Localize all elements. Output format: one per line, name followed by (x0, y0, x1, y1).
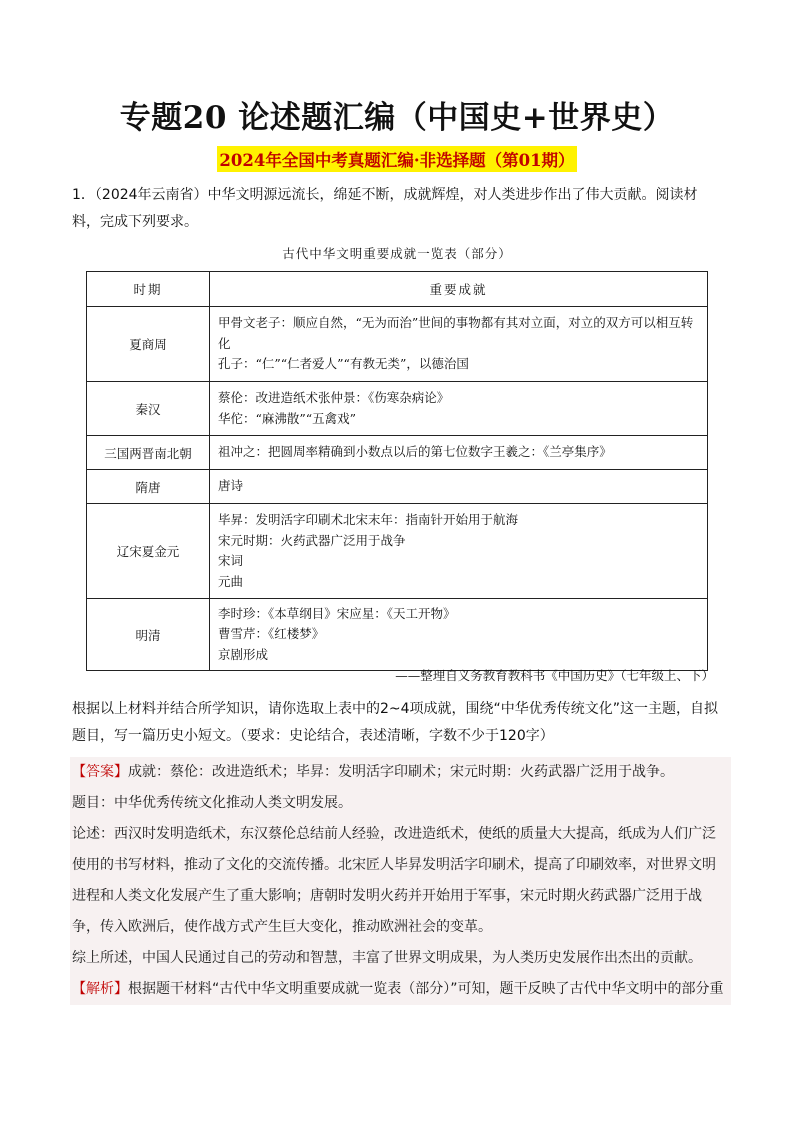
achievement-line: 元曲 (218, 573, 244, 589)
achievement-line: 甲骨文老子：顺应自然，“无为而治”世间的事物都有其对立面，对立的双方可以相互转化 (218, 315, 694, 351)
answer-conclusion: 综上所述，中国人民通过自己的劳动和智慧，丰富了世界文明成果，为人类历史发展作出杰出的贡献。 (72, 950, 702, 966)
table-row (87, 382, 708, 436)
achievement-line: 毕昇：发明活字印刷术北宋末年：指南针开始用于航海 (218, 512, 519, 527)
period-cell: 辽宋夏金元 (87, 504, 210, 599)
achievement-line: 祖冲之：把圆周率精确到小数点以后的第七位数字王羲之：《兰亭集序》 (218, 444, 612, 460)
table-row (87, 307, 708, 382)
period-cell: 隋唐 (87, 470, 210, 504)
table-row (87, 470, 708, 504)
achievements-table (86, 271, 708, 671)
achievement-line: 华佗：“麻沸散”“五禽戏” (218, 410, 357, 426)
analysis-text: 根据题干材料“古代中华文明重要成就一览表（部分）”可知，题干反映了古代中华文明中的部分重 (128, 981, 724, 997)
period-cell: 明清 (87, 599, 210, 671)
table-source: ——整理自义务教育教科书《中国历史》（七年级上、下） (395, 668, 714, 683)
achievement-line: 宋元时期：火药武器广泛用于战争 (218, 532, 406, 548)
analysis-line (72, 974, 729, 1005)
achievement-line: 蔡伦：改进造纸术张仲景：《伤寒杂病论》 (218, 390, 450, 405)
answer-title: 题目：中华优秀传统文化推动人类文明发展。 (72, 795, 352, 811)
analysis-tag: 【解析】 (72, 981, 128, 997)
achievement-line: 京剧形成 (218, 646, 269, 662)
achievement-line: 孔子：“仁”“仁者爱人”“有教无类”，以德治国 (218, 356, 469, 372)
question-requirement: 根据以上材料并结合所学知识，请你选取上表中的2~4项成就，围绕“中华优秀传统文化”这一主题，自拟题目，写一篇历史小短文。（要求：史论结合，表述清晰，字数不少于120字） (72, 701, 719, 744)
achievement-cell (210, 436, 708, 470)
subtitle-wrap (0, 146, 794, 172)
achievement-cell (210, 504, 708, 599)
achievement-line: 唐诗 (218, 478, 244, 494)
table-row (87, 436, 708, 470)
header-period: 时期 (87, 272, 210, 307)
table-caption: 古代中华文明重要成就一览表（部分） (282, 246, 512, 261)
question-text: 1．（2024年云南省）中华文明源远流长，绵延不断，成就辉煌，对人类进步作出了伟大贡献。阅读材料，完成下列要求。 (72, 187, 698, 230)
achievement-line: 宋词 (218, 553, 244, 568)
answer-argument: 论述：西汉时发明造纸术，东汉蔡伦总结前人经验，改进造纸术，使纸的质量大大提高，纸成为人们广泛使用的书写材料，推动了文化的交流传播。北宋匠人毕昇发明活字印刷术，提高了印刷效率，对世界文明进程和人类文化发展产生了重大影响；唐朝时发明火药并开始用于军事，宋元时期火药武器广泛用于战争，传入欧洲后，使作战方式产生巨大变化，推动欧洲社会的变革。 (72, 826, 716, 935)
answer-tag: 【答案】 (72, 764, 128, 780)
achievement-cell (210, 382, 708, 436)
page-title: 专题20 论述题汇编（中国史+世界史） (119, 100, 675, 136)
achievement-line: 曹雪芹：《红楼梦》 (218, 626, 325, 642)
page-subtitle: 2024年全国中考真题汇编·非选择题（第01期） (217, 146, 576, 172)
period-cell: 夏商周 (87, 307, 210, 382)
achievement-cell (210, 307, 708, 382)
table-row (87, 504, 708, 599)
table-header-row (87, 272, 708, 307)
period-cell: 三国两晋南北朝 (87, 436, 210, 470)
achievement-cell (210, 599, 708, 671)
table-row (87, 599, 708, 671)
achievement-line: 李时珍：《本草纲目》宋应星：《天工开物》 (218, 605, 456, 621)
period-cell: 秦汉 (87, 382, 210, 436)
answer-block (70, 757, 731, 1005)
achievement-cell (210, 470, 708, 504)
header-achievement: 重要成就 (210, 272, 708, 307)
answer-line (72, 757, 729, 788)
answer-achievements: 成就：蔡伦：改进造纸术；毕昇：发明活字印刷术；宋元时期：火药武器广泛用于战争。 (128, 764, 674, 780)
